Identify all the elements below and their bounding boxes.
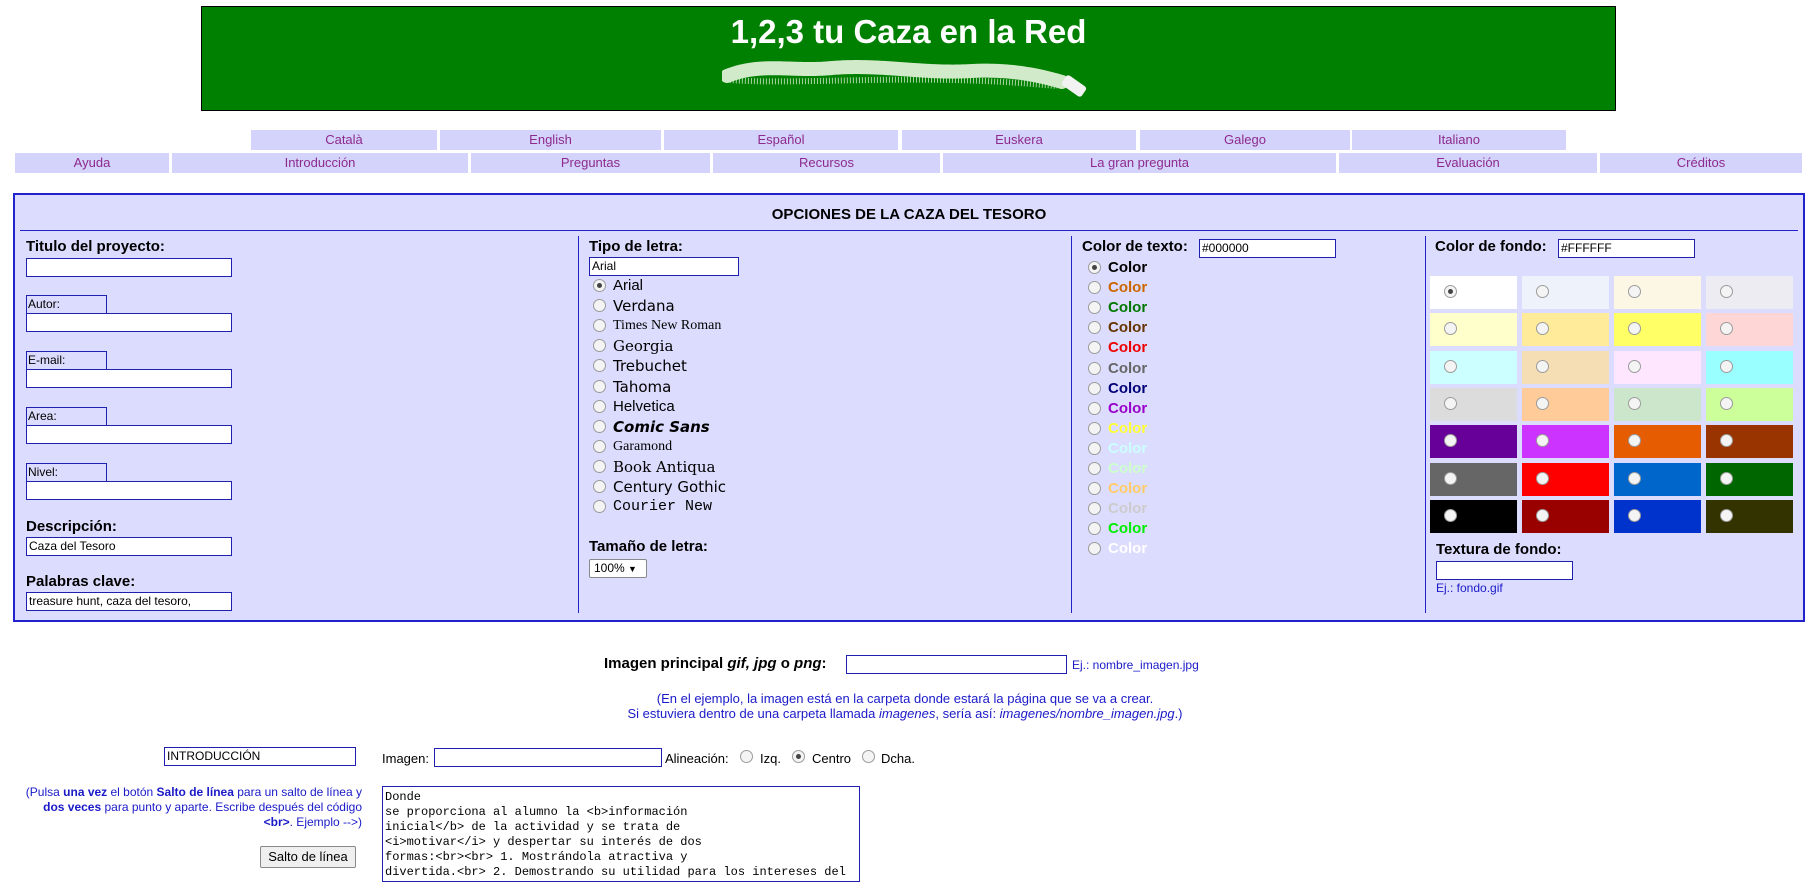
main-image-label-colon: : bbox=[821, 655, 827, 672]
main-image-note-line2 bbox=[0, 706, 1810, 721]
tab-preguntas[interactable]: Preguntas bbox=[471, 153, 710, 173]
bg-color-radio[interactable] bbox=[1536, 397, 1549, 410]
font-option-label: Century Gothic bbox=[613, 478, 727, 496]
text-color-radio[interactable] bbox=[1088, 261, 1101, 274]
text-color-input[interactable]: #000000 bbox=[1199, 239, 1336, 258]
font-radio[interactable] bbox=[593, 460, 606, 473]
text-color-option: Color bbox=[1108, 419, 1148, 437]
text-color-radio[interactable] bbox=[1088, 301, 1101, 314]
tab-recursos[interactable]: Recursos bbox=[713, 153, 940, 173]
bg-color-radio[interactable] bbox=[1444, 322, 1457, 335]
description-label: Descripción: bbox=[26, 518, 117, 535]
main-image-label-png: png bbox=[794, 655, 822, 672]
text-color-option: Color bbox=[1108, 399, 1148, 417]
bg-color-swatch[interactable] bbox=[1706, 351, 1793, 384]
help-text: el botón bbox=[107, 785, 157, 799]
description-input[interactable]: Caza del Tesoro bbox=[26, 537, 232, 556]
bg-color-radio[interactable] bbox=[1720, 434, 1733, 447]
bg-color-radio[interactable] bbox=[1628, 360, 1641, 373]
bg-color-radio[interactable] bbox=[1536, 472, 1549, 485]
note-text: .) bbox=[1174, 706, 1183, 721]
bg-color-swatch[interactable] bbox=[1614, 276, 1701, 309]
site-banner bbox=[201, 6, 1616, 111]
line-break-button[interactable]: Salto de línea bbox=[260, 846, 356, 868]
options-panel bbox=[13, 193, 1805, 622]
bg-color-swatch[interactable] bbox=[1430, 500, 1517, 533]
align-label: Alineación: bbox=[665, 751, 729, 766]
bg-color-radio[interactable] bbox=[1720, 322, 1733, 335]
texture-label: Textura de fondo: bbox=[1436, 541, 1562, 558]
help-bold: dos veces bbox=[43, 800, 102, 814]
bg-color-radio[interactable] bbox=[1720, 360, 1733, 373]
bg-color-radio[interactable] bbox=[1444, 397, 1457, 410]
main-image-label-o: o bbox=[776, 655, 795, 672]
intro-image-input[interactable] bbox=[434, 748, 662, 767]
bg-color-label: Color de fondo: bbox=[1435, 238, 1547, 255]
bg-color-radio[interactable] bbox=[1720, 397, 1733, 410]
text-color-radio[interactable] bbox=[1088, 382, 1101, 395]
chalk-icon bbox=[722, 54, 1102, 99]
font-option-label: Helvetica bbox=[613, 397, 675, 415]
text-color-option: Color bbox=[1108, 439, 1148, 457]
bg-color-swatch[interactable] bbox=[1430, 276, 1517, 309]
font-radio[interactable] bbox=[593, 299, 606, 312]
banner-title: 1,2,3 tu Caza en la Red bbox=[730, 13, 1087, 50]
tab-introduccion[interactable]: Introducción bbox=[172, 153, 468, 173]
text-color-radio[interactable] bbox=[1088, 341, 1101, 354]
help-text: . Ejemplo -->) bbox=[289, 815, 362, 829]
bg-color-swatch[interactable] bbox=[1614, 351, 1701, 384]
main-image-note-line1: (En el ejemplo, la imagen está en la carpeta donde estará la página que se va a crear. bbox=[656, 691, 1154, 706]
text-color-option: Color bbox=[1108, 540, 1148, 558]
bg-color-radio[interactable] bbox=[1628, 285, 1641, 298]
area-input[interactable] bbox=[26, 425, 232, 444]
bg-color-radio[interactable] bbox=[1536, 360, 1549, 373]
main-image-input[interactable] bbox=[846, 655, 1067, 674]
main-image-label-formats: gif, jpg bbox=[727, 655, 777, 672]
bg-color-radio[interactable] bbox=[1444, 509, 1457, 522]
bg-color-radio[interactable] bbox=[1444, 360, 1457, 373]
font-radio[interactable] bbox=[593, 339, 606, 352]
font-option-label: Georgia bbox=[613, 337, 674, 356]
bg-color-radio[interactable] bbox=[1628, 434, 1641, 447]
bg-color-input[interactable]: #FFFFFF bbox=[1558, 239, 1695, 258]
bg-color-swatch[interactable] bbox=[1430, 425, 1517, 458]
bg-color-swatch[interactable] bbox=[1522, 313, 1609, 346]
text-color-option: Color bbox=[1108, 500, 1148, 518]
font-radio[interactable] bbox=[593, 279, 606, 292]
bg-color-swatch[interactable] bbox=[1706, 425, 1793, 458]
bg-color-radio[interactable] bbox=[1628, 322, 1641, 335]
text-color-option: Color bbox=[1108, 259, 1148, 276]
font-option-label: Times New Roman bbox=[613, 318, 722, 334]
font-radio[interactable] bbox=[593, 359, 606, 372]
text-color-option: Color bbox=[1108, 359, 1148, 377]
text-color-radio[interactable] bbox=[1088, 442, 1101, 455]
email-label: E-mail: bbox=[26, 351, 107, 370]
bg-color-swatch[interactable] bbox=[1614, 463, 1701, 496]
keywords-input[interactable]: treasure hunt, caza del tesoro, bbox=[26, 592, 232, 611]
align-option-label: Centro bbox=[812, 751, 852, 766]
text-color-option: Color bbox=[1108, 480, 1148, 498]
main-image-example: Ej.: nombre_imagen.jpg bbox=[1072, 658, 1199, 672]
align-radio[interactable] bbox=[862, 750, 875, 763]
font-size-label: Tamaño de letra: bbox=[589, 538, 708, 555]
bg-color-radio[interactable] bbox=[1536, 322, 1549, 335]
align-radio[interactable] bbox=[740, 750, 753, 763]
help-text: (Pulsa bbox=[25, 785, 64, 799]
font-option-label: Trebuchet bbox=[613, 357, 687, 376]
font-size-value: 100% bbox=[594, 561, 625, 575]
bg-color-radio[interactable] bbox=[1628, 472, 1641, 485]
divider bbox=[1425, 236, 1426, 613]
bg-color-radio[interactable] bbox=[1444, 472, 1457, 485]
bg-color-swatch[interactable] bbox=[1522, 425, 1609, 458]
font-option-label: Arial bbox=[613, 277, 644, 294]
bg-color-swatch[interactable] bbox=[1706, 276, 1793, 309]
text-color-radio[interactable] bbox=[1088, 462, 1101, 475]
main-image-label-prefix: Imagen principal bbox=[604, 655, 728, 672]
texture-input[interactable] bbox=[1436, 561, 1573, 580]
text-color-radio[interactable] bbox=[1088, 321, 1101, 334]
tab-evaluacion[interactable]: Evaluación bbox=[1339, 153, 1597, 173]
text-color-option: Color bbox=[1108, 319, 1148, 337]
project-title-label: Titulo del proyecto: bbox=[26, 238, 165, 255]
note-text: , sería así: bbox=[935, 706, 1000, 721]
lang-italiano[interactable]: Italiano bbox=[1352, 130, 1566, 150]
font-radio[interactable] bbox=[593, 440, 606, 453]
bg-color-swatch[interactable] bbox=[1430, 351, 1517, 384]
main-image-note bbox=[0, 691, 1810, 721]
lang-english[interactable]: English bbox=[440, 130, 661, 150]
bg-color-swatch[interactable] bbox=[1430, 313, 1517, 346]
text-color-radio[interactable] bbox=[1088, 422, 1101, 435]
intro-image-label: Imagen: bbox=[382, 751, 429, 766]
font-input[interactable]: Arial bbox=[589, 257, 739, 276]
font-option-label: Verdana bbox=[613, 297, 675, 316]
keywords-label: Palabras clave: bbox=[26, 573, 136, 590]
chevron-down-icon: ▼ bbox=[628, 564, 637, 574]
text-color-option: Color bbox=[1108, 460, 1148, 477]
divider bbox=[1071, 236, 1072, 613]
help-bold: <br> bbox=[263, 815, 290, 829]
text-color-option: Color bbox=[1108, 379, 1148, 397]
bg-color-radio[interactable] bbox=[1628, 509, 1641, 522]
lang-galego[interactable]: Galego bbox=[1140, 130, 1350, 150]
align-option-label: Izq. bbox=[760, 751, 781, 766]
bg-color-radio[interactable] bbox=[1536, 285, 1549, 298]
divider bbox=[578, 236, 579, 613]
options-title: OPCIONES DE LA CAZA DEL TESORO bbox=[771, 206, 1047, 223]
text-color-radio[interactable] bbox=[1088, 542, 1101, 555]
bg-color-radio[interactable] bbox=[1720, 472, 1733, 485]
bg-color-swatch[interactable] bbox=[1522, 351, 1609, 384]
area-label: Area: bbox=[26, 407, 107, 426]
bg-color-radio[interactable] bbox=[1536, 509, 1549, 522]
bg-color-swatch[interactable] bbox=[1706, 388, 1793, 421]
tab-la-gran-pregunta[interactable]: La gran pregunta bbox=[943, 153, 1336, 173]
intro-title-input[interactable]: INTRODUCCIÓN bbox=[164, 747, 356, 766]
text-color-option: Color bbox=[1108, 299, 1148, 317]
bg-color-swatch[interactable] bbox=[1614, 313, 1701, 346]
help-bold: Salto de línea bbox=[156, 785, 234, 799]
bg-color-swatch[interactable] bbox=[1706, 463, 1793, 496]
text-color-radio[interactable] bbox=[1088, 502, 1101, 515]
level-label: Nivel: bbox=[26, 463, 107, 482]
note-path: imagenes/nombre_imagen.jpg bbox=[999, 706, 1175, 721]
author-input[interactable] bbox=[26, 313, 232, 332]
bg-color-swatch[interactable] bbox=[1522, 463, 1609, 496]
bg-color-swatch[interactable] bbox=[1614, 500, 1701, 533]
text-color-option: Color bbox=[1108, 520, 1148, 538]
font-option-label: Courier New bbox=[613, 498, 713, 516]
bg-color-swatch[interactable] bbox=[1430, 463, 1517, 496]
lang-espaol[interactable]: Español bbox=[664, 130, 898, 150]
tab-creditos[interactable]: Créditos bbox=[1600, 153, 1802, 173]
intro-textarea[interactable]: Donde se proporciona al alumno la <b>información inicial</b> de la actividad y se trata de <i>motivar</i> y despertar su interés de dos formas:<br><br> 1. Mostrándola atractiva y divertida.<br> 2. Demostrando su utilidad para los intereses del bbox=[382, 786, 860, 882]
note-folder: imagenes bbox=[878, 706, 936, 721]
bg-color-swatch[interactable] bbox=[1706, 500, 1793, 533]
text-color-radio[interactable] bbox=[1088, 402, 1101, 415]
font-option-label: Comic Sans bbox=[613, 417, 710, 436]
bg-color-swatch[interactable] bbox=[1522, 276, 1609, 309]
divider bbox=[20, 230, 1798, 231]
font-radio[interactable] bbox=[593, 500, 606, 513]
text-color-option: Color bbox=[1108, 279, 1148, 297]
note-text: Si estuviera dentro de una carpeta llamada bbox=[627, 706, 879, 721]
bg-color-radio[interactable] bbox=[1720, 285, 1733, 298]
font-radio[interactable] bbox=[593, 400, 606, 413]
bg-color-swatch[interactable] bbox=[1430, 388, 1517, 421]
lang-euskera[interactable]: Euskera bbox=[902, 130, 1136, 150]
font-radio[interactable] bbox=[593, 420, 606, 433]
help-bold: una vez bbox=[63, 785, 108, 799]
bg-color-radio[interactable] bbox=[1720, 509, 1733, 522]
text-color-radio[interactable] bbox=[1088, 281, 1101, 294]
line-break-help bbox=[18, 785, 362, 830]
bg-color-radio[interactable] bbox=[1444, 285, 1457, 298]
font-option-label: Book Antiqua bbox=[613, 457, 716, 476]
bg-color-swatch[interactable] bbox=[1522, 388, 1609, 421]
font-option-label: Garamond bbox=[613, 438, 673, 454]
bg-color-radio[interactable] bbox=[1536, 434, 1549, 447]
help-text: para punto y aparte. Escribe después del código bbox=[101, 800, 362, 814]
font-size-select[interactable] bbox=[589, 559, 647, 578]
bg-color-swatch[interactable] bbox=[1706, 313, 1793, 346]
text-color-radio[interactable] bbox=[1088, 362, 1101, 375]
text-color-option: Color bbox=[1108, 339, 1148, 357]
align-option-label: Dcha. bbox=[881, 751, 915, 766]
main-image-label bbox=[604, 655, 827, 672]
bg-color-radio[interactable] bbox=[1444, 434, 1457, 447]
bg-color-radio[interactable] bbox=[1628, 397, 1641, 410]
texture-example: Ej.: fondo.gif bbox=[1436, 581, 1503, 595]
lang-catal[interactable]: Català bbox=[251, 130, 437, 150]
level-input[interactable] bbox=[26, 481, 232, 500]
bg-color-swatch[interactable] bbox=[1614, 425, 1701, 458]
font-radio[interactable] bbox=[593, 380, 606, 393]
font-radio[interactable] bbox=[593, 480, 606, 493]
tab-ayuda[interactable]: Ayuda bbox=[15, 153, 169, 173]
bg-color-swatch[interactable] bbox=[1522, 500, 1609, 533]
font-label: Tipo de letra: bbox=[589, 238, 683, 255]
author-label: Autor: bbox=[26, 295, 107, 314]
font-option-label: Tahoma bbox=[613, 377, 672, 396]
project-title-input[interactable] bbox=[26, 258, 232, 277]
bg-color-swatch[interactable] bbox=[1614, 388, 1701, 421]
email-input[interactable] bbox=[26, 369, 232, 388]
align-radio[interactable] bbox=[792, 750, 805, 763]
text-color-radio[interactable] bbox=[1088, 482, 1101, 495]
text-color-radio[interactable] bbox=[1088, 522, 1101, 535]
text-color-label: Color de texto: bbox=[1082, 238, 1188, 255]
font-radio[interactable] bbox=[593, 319, 606, 332]
help-text: para un salto de línea y bbox=[233, 785, 362, 799]
